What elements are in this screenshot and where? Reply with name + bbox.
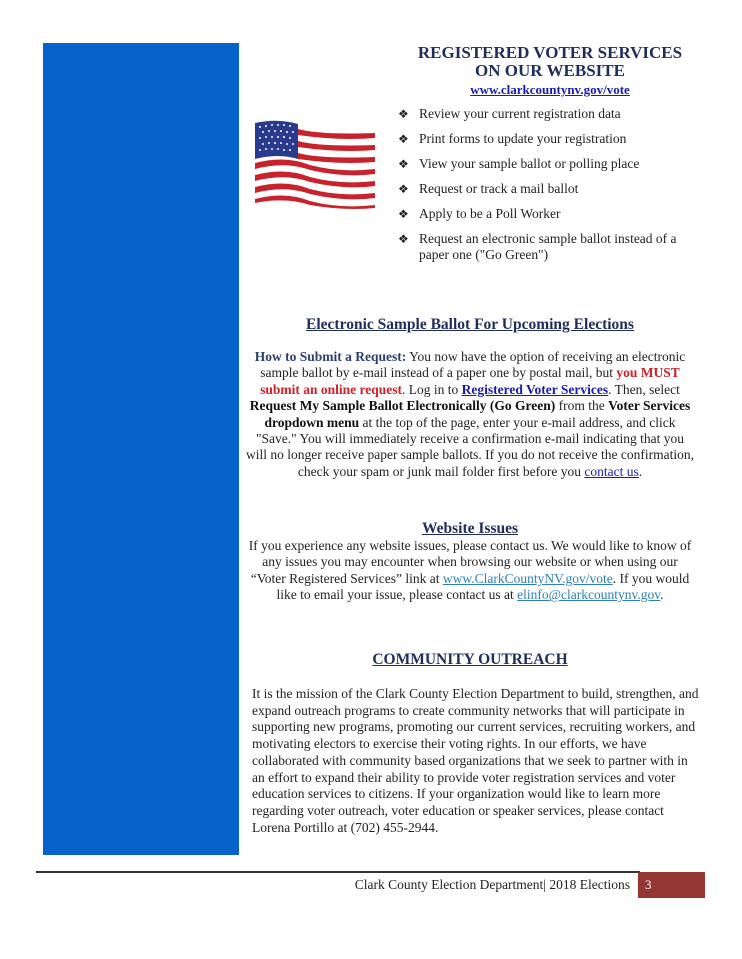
contact-us-link[interactable]: contact us <box>584 463 639 479</box>
page-number-badge: 3 <box>638 872 705 898</box>
must-warning: you MUST submit an online request <box>260 365 680 397</box>
american-flag-icon <box>250 115 380 210</box>
how-to-label: How to Submit a Request: <box>254 349 407 364</box>
diamond-bullet-icon: ❖ <box>398 182 409 196</box>
voter-services-heading <box>362 44 738 98</box>
website-url-link[interactable]: www.clarkcountynv.gov/vote <box>470 82 630 97</box>
list-item: ❖ Request or track a mail ballot <box>398 181 579 196</box>
footer-divider <box>36 871 640 873</box>
website-issues-section <box>245 520 695 604</box>
list-item: ❖ Request an electronic sample ballot instead of a paper one ("Go Green") <box>398 231 677 262</box>
blue-sidebar-panel <box>43 43 239 855</box>
website-issues-body: If you experience any website issues, please contact us. We would like to know of any issues you may encounter when browsing our website or when using our “Voter Registered Services” link at www.ClarkCountyNV.gov/vote. If you would like to email your issue, please contact us at elinfo@clarkcountynv.gov. <box>248 538 692 603</box>
diamond-bullet-icon: ❖ <box>398 207 409 221</box>
heading-line-2: ON OUR WEBSITE <box>475 61 625 80</box>
clark-county-vote-link[interactable]: www.ClarkCountyNV.gov/vote <box>442 570 613 586</box>
heading-line-1: REGISTERED VOTER SERVICES <box>417 43 683 62</box>
diamond-bullet-icon: ❖ <box>398 232 409 246</box>
diamond-bullet-icon: ❖ <box>398 157 409 171</box>
footer-text: Clark County Election Department| 2018 Elections <box>354 877 630 892</box>
website-issues-title: Website Issues <box>421 520 519 537</box>
electronic-ballot-section <box>245 316 695 480</box>
list-item: ❖ View your sample ballot or polling place <box>398 156 640 171</box>
community-outreach-title: COMMUNITY OUTREACH <box>372 651 568 668</box>
list-item: ❖ Print forms to update your registration <box>398 131 627 146</box>
community-outreach-body: It is the mission of the Clark County Election Department to build, strengthen, and expand outreach programs to create community networks that will participate in supporting new programs, promoting our current services, recruiting workers, and motivating electors to exercise their voting rights. In our efforts, we have collaborated with community based organizations that we seek to partner with in an effort to expand their ability to provide voter registration services and voter education services to citizens. If your organization would like to learn more regarding voter outreach, voter education or speaker services, please contact Lorena Portillo at (702) 455-2944. <box>252 686 699 835</box>
list-item: ❖ Apply to be a Poll Worker <box>398 206 561 221</box>
voter-services-list <box>398 106 708 272</box>
email-link[interactable]: elinfo@clarkcountynv.gov <box>517 587 661 603</box>
electronic-ballot-title: Electronic Sample Ballot For Upcoming Elections <box>306 316 634 333</box>
registered-voter-services-link[interactable]: Registered Voter Services <box>461 381 609 397</box>
diamond-bullet-icon: ❖ <box>398 107 409 121</box>
list-item: ❖ Review your current registration data <box>398 106 621 121</box>
diamond-bullet-icon: ❖ <box>398 132 409 146</box>
electronic-ballot-body: How to Submit a Request: You now have the option of receiving an electronic sample ballot by e-mail instead of a paper one by postal mail, but you MUST submit an online request. Log in to Registered Voter Services. Then, select Request My Sample Ballot Electronically (Go Green) from the Voter Services dropdown menu at the top of the page, enter your e-mail address, and click "Save." You will immediately receive a confirmation e-mail indicating that you will no longer receive paper sample ballots. If you do not receive the confirmation, check your spam or junk mail folder first before you contact us. <box>246 349 694 479</box>
